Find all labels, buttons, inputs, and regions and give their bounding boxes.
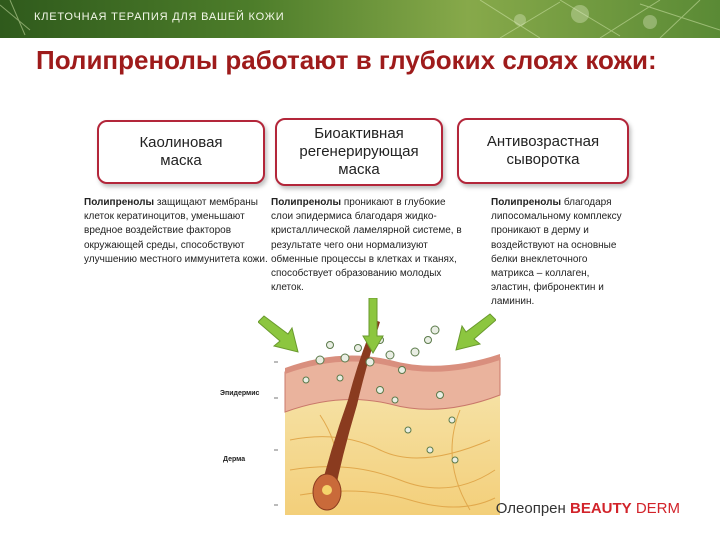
description-antiage-serum [491,196,629,310]
arrow-left-icon [258,308,308,356]
heading-kaolin-mask [97,120,265,184]
top-banner [0,0,720,38]
description-bioactive-mask [271,196,469,295]
description-kaolin-bold: Полипренолы [84,197,155,208]
arrow-center-icon [362,298,384,354]
description-antiage-bold: Полипренолы [491,197,562,208]
description-bioactive-text: проникают в глубокие слои эпидермиса благодаря жидко-кристаллической ламелярной системе, в результате чего они нормализуют обменные процессы в клетках и тканях, способствует образованию молодых клеток. [271,197,462,294]
heading-antiage-serum [457,118,629,184]
brand-suffix: DERM [635,500,680,517]
brand-logo [496,500,680,517]
brand-prefix: Олеопрен [495,500,566,517]
heading-bioactive-mask-label: Биоактивная регенерирующая маска [299,125,419,178]
heading-antiage-serum-label: Антивозрастная сыворотка [486,133,600,168]
page-title: Полипренолы работают в глубоких слоях кожи: [36,45,657,75]
description-antiage-text: благодаря липосомальному комплексу проникают в дерму и воздействуют на основные белки внеклеточного матрикса – коллаген, эластин, фибронектин и ламинин. [491,197,622,308]
brand-bold: BEAUTY [569,500,632,517]
label-epidermis: Эпидермис [220,390,260,397]
description-bioactive-bold: Полипренолы [271,197,342,208]
label-dermis: Дерма [223,456,246,463]
heading-bioactive-mask [275,118,443,186]
description-kaolin-mask [84,196,269,267]
banner-text: КЛЕТОЧНАЯ ТЕРАПИЯ ДЛЯ ВАШЕЙ КОЖИ [34,11,285,23]
depth-ticks [274,362,278,505]
heading-kaolin-mask-label: Каолиновая маска [139,134,223,169]
dermal-papilla [322,485,332,495]
arrow-right-icon [446,306,496,354]
description-kaolin-text: защищают мембраны клеток кератиноцитов, уменьшают вредное воздействие факторов окружающей среды, способствуют улучшению местного иммунитета кожи. [84,197,268,265]
